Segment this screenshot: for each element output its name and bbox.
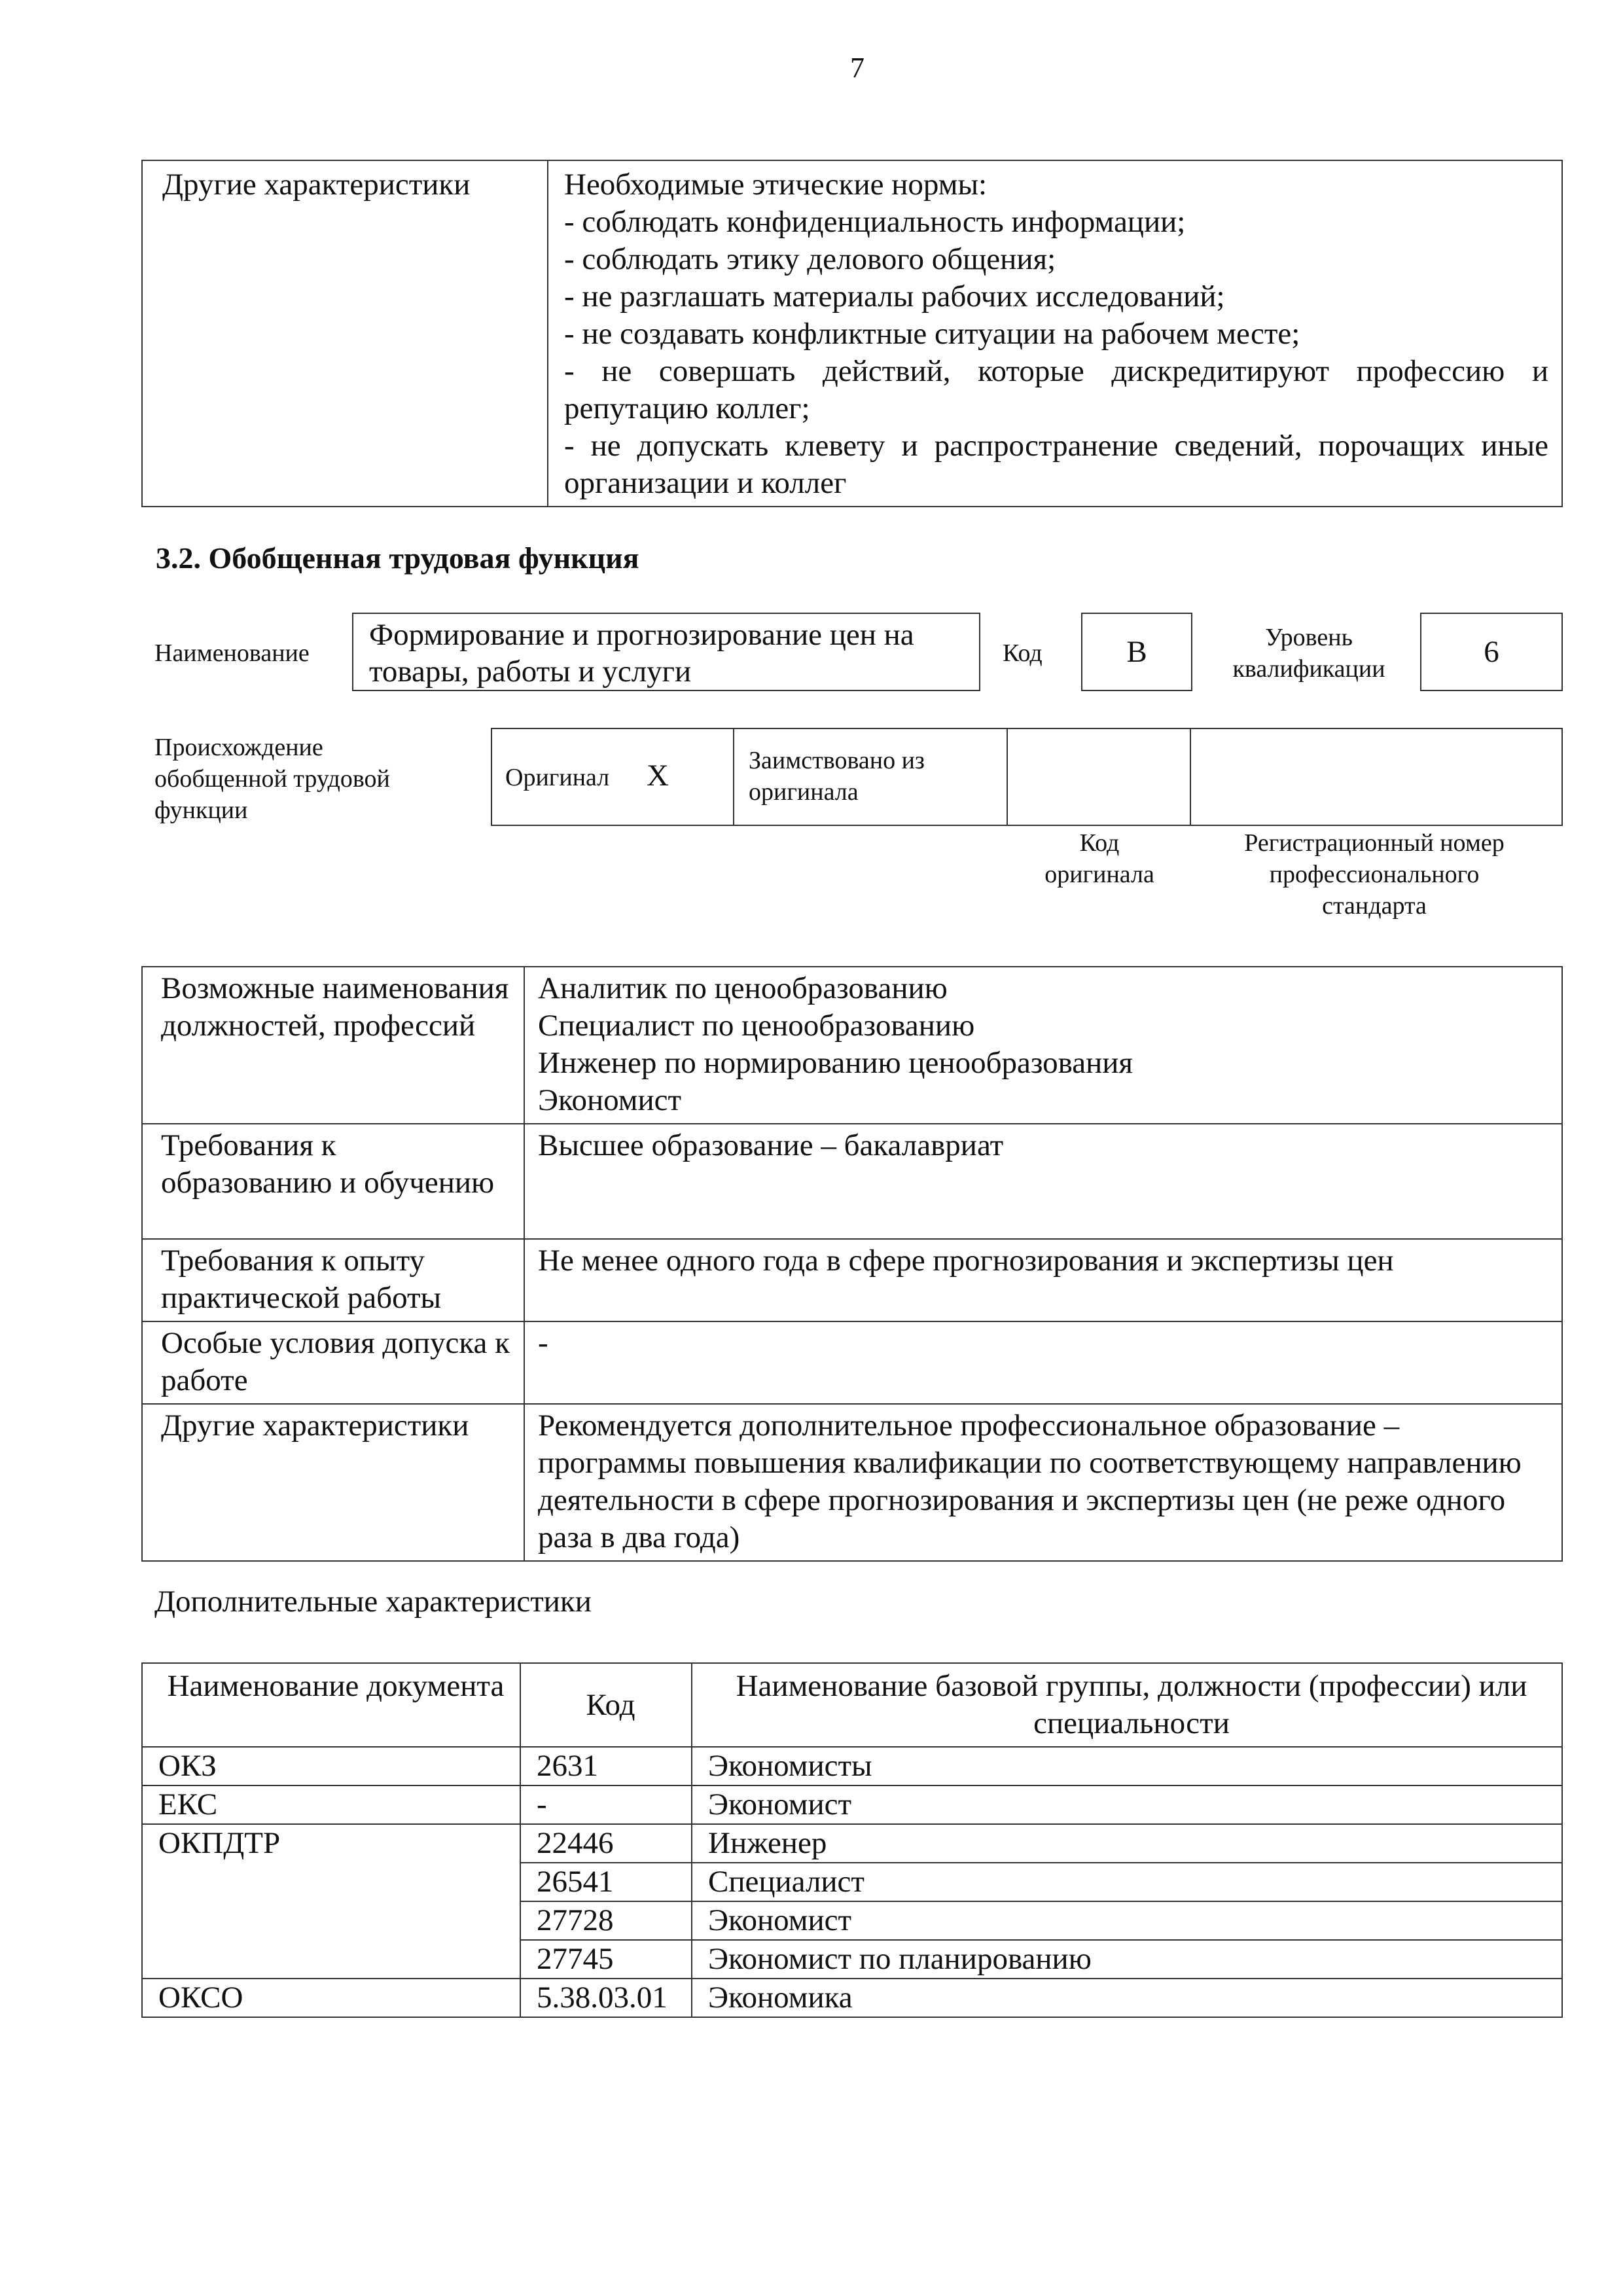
cell-name: Экономист [692,1901,1562,1940]
cell-doc: ОКЗ [142,1747,520,1785]
cell-code: 27728 [520,1901,692,1940]
additional-title: Дополнительные характеристики [154,1585,592,1619]
code-caption-1: Код [1079,829,1120,857]
cell-doc: ОКСО [142,1979,520,2017]
page-number: 7 [850,52,865,84]
cell-name: Экономисты [692,1747,1562,1785]
additional-characteristics-table [141,1662,1563,2018]
row-label: Требования к образованию и обучению [142,1124,524,1239]
row-value: Высшее образование – бакалавриат [524,1124,1562,1239]
table-row [142,160,1562,507]
table-row [142,1747,1562,1785]
cell-doc: ЕКС [142,1785,520,1824]
table-row [142,1321,1562,1404]
cell-name: Экономист [692,1785,1562,1824]
table-row [142,1824,1562,1863]
original-label: Оригинал [505,764,610,791]
ethics-norms-cell [548,160,1562,507]
row-label: Другие характеристики [142,1404,524,1561]
code-label: Код [1003,639,1043,667]
divider [1007,729,1008,825]
origin-label: Происхождение обобщенной трудовой функции [154,734,390,824]
list-item: - не разглашать материалы рабочих исследований; [564,279,1225,314]
row-value: - [524,1321,1562,1404]
list-item: - соблюдать этику делового общения; [564,242,1056,276]
divider [1190,729,1191,825]
row-value [524,967,1562,1124]
cell-code: 27745 [520,1940,692,1979]
cell-name: Специалист [692,1863,1562,1901]
cell-name: Экономика [692,1979,1562,2017]
list-item: - соблюдать конфиденциальность информации; [564,205,1186,239]
table-row [142,1404,1562,1561]
function-details-table [141,966,1563,1562]
table-row [142,1785,1562,1824]
cell-code: 22446 [520,1824,692,1863]
reg-caption-1: Регистрационный номер [1244,829,1505,857]
row-label: Другие характеристики [142,160,548,507]
level-value-box: 6 [1420,613,1563,691]
table-row [142,967,1562,1124]
row-label: Требования к опыту практической работы [142,1239,524,1321]
row-label: Особые условия допуска к работе [142,1321,524,1404]
header-doc: Наименование документа [142,1663,520,1747]
cell-code: 5.38.03.01 [520,1979,692,2017]
borrowed-label: Заимствовано из оригинала [749,747,925,806]
header-code: Код [520,1663,692,1747]
cell-name: Экономист по планированию [692,1940,1562,1979]
table-row [142,1239,1562,1321]
name-label: Наименование [154,639,310,667]
origin-grid [491,728,1563,826]
section-title: 3.2. Обобщенная трудовая функция [156,541,639,575]
code-value-box: B [1081,613,1192,691]
code-caption-2: оригинала [1044,861,1154,888]
reg-caption-3: стандарта [1322,892,1427,920]
position-name: Инженер по нормированию ценообразования [538,1046,1133,1080]
table-row [142,1979,1562,2017]
list-item: - не совершать действий, которые дискредитируют профессию и репутацию коллег; [564,354,1548,425]
cell-code: 2631 [520,1747,692,1785]
original-mark: X [647,759,669,793]
position-name: Специалист по ценообразованию [538,1009,975,1043]
other-characteristics-table [141,160,1563,507]
level-label-2: квалификации [1232,655,1385,683]
position-name: Аналитик по ценообразованию [538,971,948,1005]
list-item: - не создавать конфликтные ситуации на рабочем месте; [564,317,1300,351]
function-name-box: Формирование и прогнозирование цен на товары, работы и услуги [352,613,980,691]
ethics-heading: Необходимые этические нормы: [564,168,988,202]
cell-name: Инженер [692,1824,1562,1863]
table-row [142,1124,1562,1239]
table-header-row [142,1663,1562,1747]
cell-code: 26541 [520,1863,692,1901]
level-label-1: Уровень [1265,624,1353,651]
row-value: Не менее одного года в сфере прогнозирования и экспертизы цен [524,1239,1562,1321]
reg-caption-2: профессионального [1269,861,1480,888]
row-label: Возможные наименования должностей, профессий [142,967,524,1124]
cell-doc: ОКПДТР [142,1824,520,1979]
position-name: Экономист [538,1083,682,1117]
row-value: Рекомендуется дополнительное профессиональное образование – программы повышения квалификации по соответствующему направлению деятельности в сфере прогнозирования и экспертизы цен (не реже одного раза в два года) [524,1404,1562,1561]
header-name: Наименование базовой группы, должности (профессии) или специальности [692,1663,1562,1747]
list-item: - не допускать клевету и распространение сведений, порочащих иные организации и коллег [564,429,1548,500]
divider [733,729,734,825]
cell-code: - [520,1785,692,1824]
